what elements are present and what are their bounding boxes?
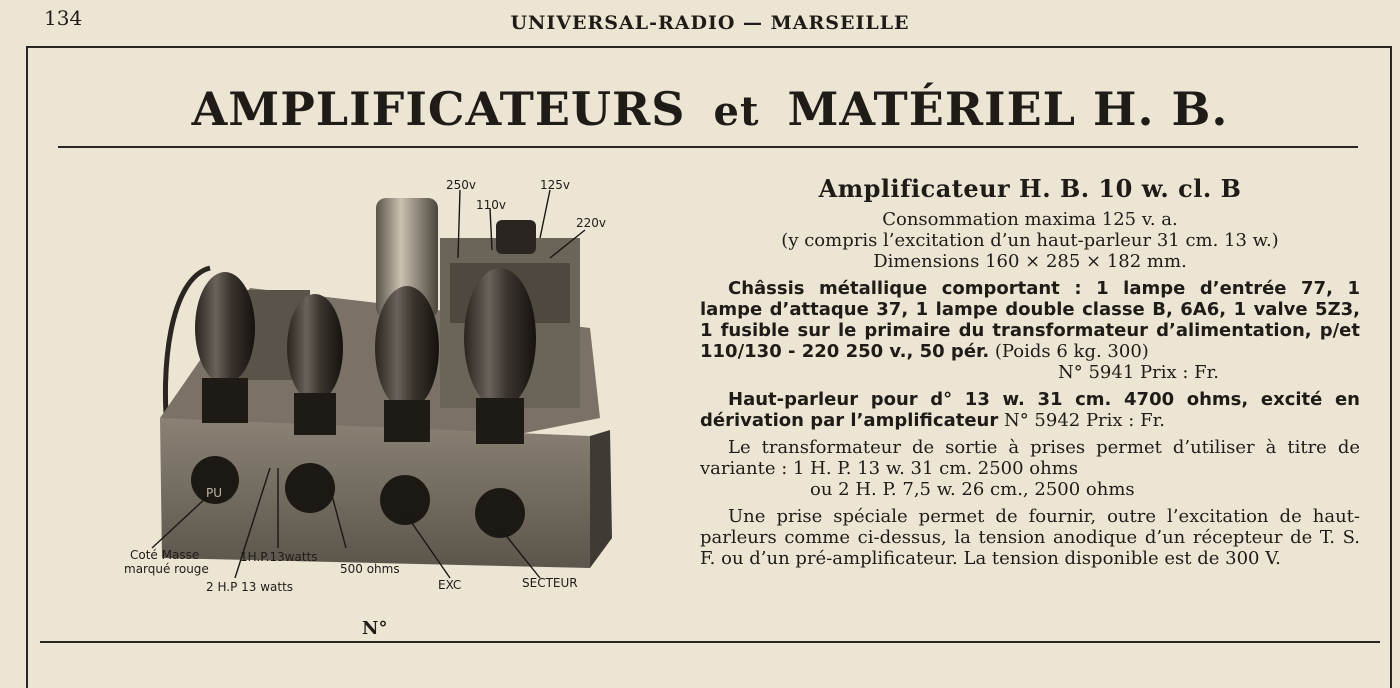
title-rule bbox=[58, 146, 1358, 148]
label-250v: 250v bbox=[446, 178, 477, 192]
transformer-line-2: ou 2 H. P. 7,5 w. 26 cm., 2500 ohms bbox=[810, 479, 1135, 500]
amplifier-illustration bbox=[120, 168, 640, 608]
hp-reference: N° 5942 Prix : Fr. bbox=[998, 410, 1165, 431]
label-110v: 110v bbox=[476, 198, 507, 212]
label-marque-rouge: marqué rouge bbox=[124, 562, 209, 576]
chassis-text-1: : 1 lampe d’entrée 77, 1 lampe d’attaque 37, 1 lampe double classe B, 6A6, 1 valve 5Z3, 1 fusible sur le primaire du transformateur d’alimentation, bbox=[700, 278, 1360, 341]
product-description bbox=[700, 174, 1360, 569]
title-part-2: et bbox=[713, 88, 760, 135]
label-1hp: 1H.P.13watts bbox=[240, 550, 318, 564]
chassis-bold: Châssis métallique comportant bbox=[728, 278, 1060, 299]
label-pu: PU bbox=[206, 486, 223, 500]
label-500ohms: 500 ohms bbox=[340, 562, 400, 576]
consumption-note: (y compris l’excitation d’un haut-parleur 31 cm. 13 w.) bbox=[781, 230, 1279, 251]
product-title: Amplificateur H. B. 10 w. cl. B bbox=[818, 174, 1242, 203]
chassis-text-2: (Poids 6 kg. 300) bbox=[989, 341, 1149, 362]
title-part-1: AMPLIFICATEURS bbox=[191, 82, 686, 136]
transformer-paragraph bbox=[700, 437, 1360, 500]
running-head: UNIVERSAL-RADIO — MARSEILLE bbox=[510, 12, 910, 34]
chassis-bold-2: p/et 110/130 - 220 250 v., 50 pér. bbox=[700, 320, 1360, 362]
chassis-reference: N° 5941 Prix : Fr. bbox=[1058, 362, 1219, 383]
bottom-rule bbox=[40, 641, 1380, 643]
label-exc: EXC bbox=[438, 578, 462, 592]
label-2hp: 2 H.P 13 watts bbox=[206, 580, 294, 594]
hp-paragraph bbox=[700, 389, 1360, 431]
hp-bold: Haut-parleur pour d° 13 w. 31 cm. 4700 ohms, excité en dérivation par l’amplificateur bbox=[700, 389, 1360, 431]
label-220v: 220v bbox=[576, 216, 607, 230]
label-secteur: SECTEUR bbox=[522, 576, 578, 590]
label-125v: 125v bbox=[540, 178, 571, 192]
page-title bbox=[0, 82, 1400, 136]
amplifier-photo bbox=[120, 168, 640, 608]
transformer-line-1: Le transformateur de sortie à prises permet d’utiliser à titre de variante : 1 H. P. 13 w. 31 cm. 2500 ohms bbox=[700, 437, 1360, 479]
label-cote-masse: Coté Masse bbox=[130, 548, 200, 562]
chassis-paragraph bbox=[700, 278, 1360, 383]
consumption: Consommation maxima 125 v. a. bbox=[882, 209, 1178, 230]
page-number: 134 bbox=[44, 6, 83, 30]
title-part-3: MATÉRIEL H. B. bbox=[787, 82, 1229, 136]
prise-paragraph: Une prise spéciale permet de fournir, outre l’excitation de haut-parleurs comme ci-dessus, la tension anodique d’un récepteur de T. S. F. ou d’un pré-amplificateur. La tension disponible est de 300 V. bbox=[700, 506, 1360, 569]
dimensions: Dimensions 160 × 285 × 182 mm. bbox=[873, 251, 1187, 272]
photo-caption: N° bbox=[362, 618, 388, 639]
